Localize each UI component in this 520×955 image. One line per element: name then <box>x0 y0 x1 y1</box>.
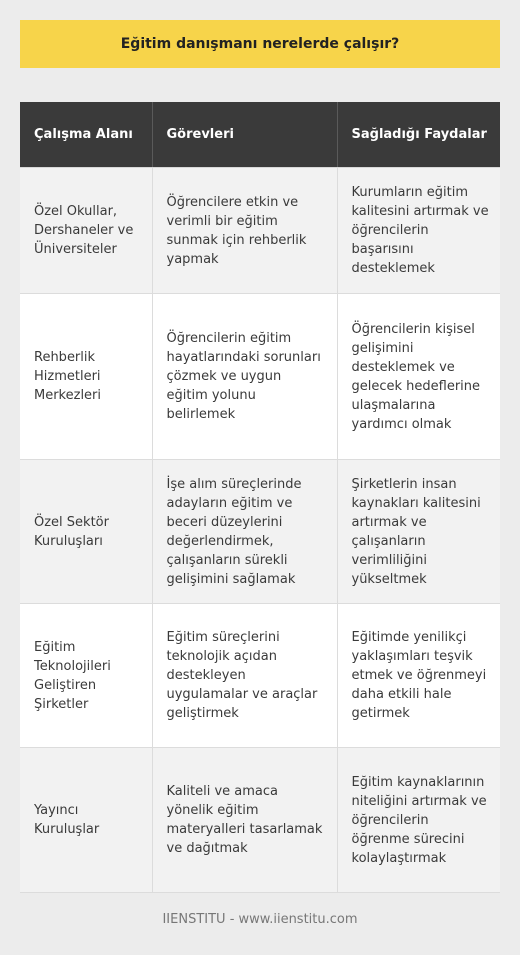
cell-benefits: Eğitimde yenilikçi yaklaşımları teşvik etmek ve öğrenmeyi daha etkili hale getirmek <box>337 604 500 748</box>
cell-duties: Öğrencilerin eğitim hayatlarındaki sorunları çözmek ve uygun eğitim yolunu belirlemek <box>152 294 337 460</box>
cell-benefits: Kurumların eğitim kalitesini artırmak ve öğrencilerin başarısını desteklemek <box>337 168 500 294</box>
header-benefits: Sağladığı Faydalar <box>337 102 500 168</box>
cell-duties: Eğitim süreçlerini teknolojik açıdan destekleyen uygulamalar ve araçlar geliştirmek <box>152 604 337 748</box>
header-duties: Görevleri <box>152 102 337 168</box>
cell-work-area: Eğitim Teknolojileri Geliştiren Şirketler <box>20 604 152 748</box>
cell-work-area: Özel Sektör Kuruluşları <box>20 460 152 604</box>
table-row <box>20 460 500 604</box>
table-row <box>20 748 500 893</box>
header-work-area: Çalışma Alanı <box>20 102 152 168</box>
table-row <box>20 604 500 748</box>
footer-credit: IIENSTITU - www.iienstitu.com <box>162 912 358 927</box>
cell-duties: İşe alım süreçlerinde adayların eğitim ve beceri düzeylerini değerlendirmek, çalışanların sürekli gelişimini sağlamak <box>152 460 337 604</box>
title-banner <box>20 20 500 68</box>
cell-benefits: Eğitim kaynaklarının niteliğini artırmak ve öğrencilerin öğrenme sürecini kolaylaştırmak <box>337 748 500 893</box>
cell-work-area: Rehberlik Hizmetleri Merkezleri <box>20 294 152 460</box>
table-row <box>20 294 500 460</box>
cell-benefits: Şirketlerin insan kaynakları kalitesini artırmak ve çalışanların verimliliğini yükseltmek <box>337 460 500 604</box>
page-title: Eğitim danışmanı nerelerde çalışır? <box>120 36 400 52</box>
cell-work-area: Özel Okullar, Dershaneler ve Üniversiteler <box>20 168 152 294</box>
cell-work-area: Yayıncı Kuruluşlar <box>20 748 152 893</box>
work-areas-table <box>20 102 500 893</box>
cell-duties: Öğrencilere etkin ve verimli bir eğitim sunmak için rehberlik yapmak <box>152 168 337 294</box>
cell-benefits: Öğrencilerin kişisel gelişimini desteklemek ve gelecek hedeflerine ulaşmalarına yardımcı olmak <box>337 294 500 460</box>
table-header-row <box>20 102 500 168</box>
table-row <box>20 168 500 294</box>
cell-duties: Kaliteli ve amaca yönelik eğitim materyalleri tasarlamak ve dağıtmak <box>152 748 337 893</box>
